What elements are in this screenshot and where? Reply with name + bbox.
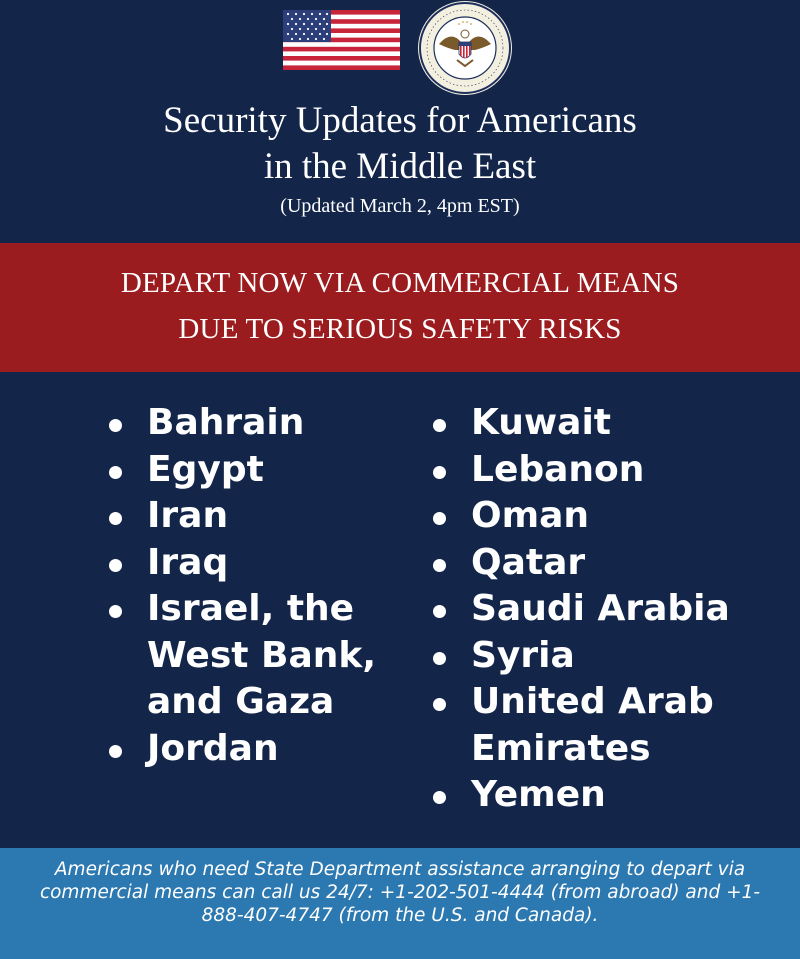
title-line-1: Security Updates for Americans: [163, 100, 637, 141]
bullet-icon: [433, 652, 446, 665]
country-item: [109, 540, 409, 587]
us-flag-icon: [283, 10, 400, 70]
country-item: [109, 726, 409, 773]
country-item: [109, 586, 409, 726]
bullet-icon: [109, 512, 122, 525]
bullet-icon: [433, 512, 446, 525]
title-line-2: in the Middle East: [263, 146, 537, 187]
footer-assistance-text: [20, 858, 780, 927]
country-item: [433, 447, 773, 494]
footer-line-3: 888-407-4747 (from the U.S. and Canada).: [201, 905, 599, 926]
country-name: Syria: [471, 634, 575, 676]
country-name: United Arab: [471, 681, 714, 722]
country-item: [433, 586, 773, 633]
footer-line-2: commercial means can call us 24/7: +1-202-501-4444 (from abroad) and +1-: [39, 882, 761, 903]
country-name: Qatar: [471, 541, 586, 583]
bullet-icon: [109, 559, 122, 572]
header: [0, 0, 800, 243]
bullet-icon: [433, 419, 446, 432]
country-name: Bahrain: [147, 402, 305, 443]
country-item: [433, 540, 773, 587]
bullet-icon: [433, 466, 446, 479]
country-name: Egypt: [147, 448, 264, 490]
page-title: [0, 98, 800, 190]
department-of-state-seal-icon: [417, 0, 513, 96]
country-name: Iran: [147, 495, 229, 536]
country-item: [433, 400, 773, 447]
country-name: Jordan: [147, 727, 279, 769]
country-list-right: [433, 400, 773, 819]
bullet-icon: [433, 559, 446, 572]
updated-timestamp: (Updated March 2, 4pm EST): [280, 195, 520, 217]
bullet-icon: [109, 605, 122, 618]
country-name: Iraq: [147, 541, 229, 583]
country-name: and Gaza: [147, 681, 335, 722]
bullet-icon: [433, 698, 446, 711]
country-list-left: [109, 400, 409, 772]
country-item: [433, 493, 773, 540]
country-name: West Bank,: [147, 634, 376, 676]
country-item: [109, 400, 409, 447]
country-item: [433, 772, 773, 819]
bullet-icon: [109, 466, 122, 479]
country-name: Lebanon: [471, 448, 645, 490]
banner-line-1: DEPART NOW VIA COMMERCIAL MEANS: [120, 267, 680, 299]
country-name: Kuwait: [471, 402, 611, 443]
country-item: [433, 679, 773, 772]
footer-line-1: Americans who need State Department assistance arranging to depart via: [54, 859, 746, 880]
country-name: Yemen: [471, 774, 606, 815]
country-item: [109, 447, 409, 494]
banner-line-2: DUE TO SERIOUS SAFETY RISKS: [178, 313, 622, 345]
alert-banner: [0, 243, 800, 372]
bullet-icon: [433, 605, 446, 618]
country-name: Oman: [471, 495, 590, 536]
bullet-icon: [433, 791, 446, 804]
country-item: [109, 493, 409, 540]
country-name: Israel, the: [147, 588, 355, 629]
country-item: [433, 633, 773, 680]
country-name: Saudi Arabia: [471, 588, 730, 629]
bullet-icon: [109, 419, 122, 432]
country-name: Emirates: [471, 727, 651, 769]
bullet-icon: [109, 745, 122, 758]
